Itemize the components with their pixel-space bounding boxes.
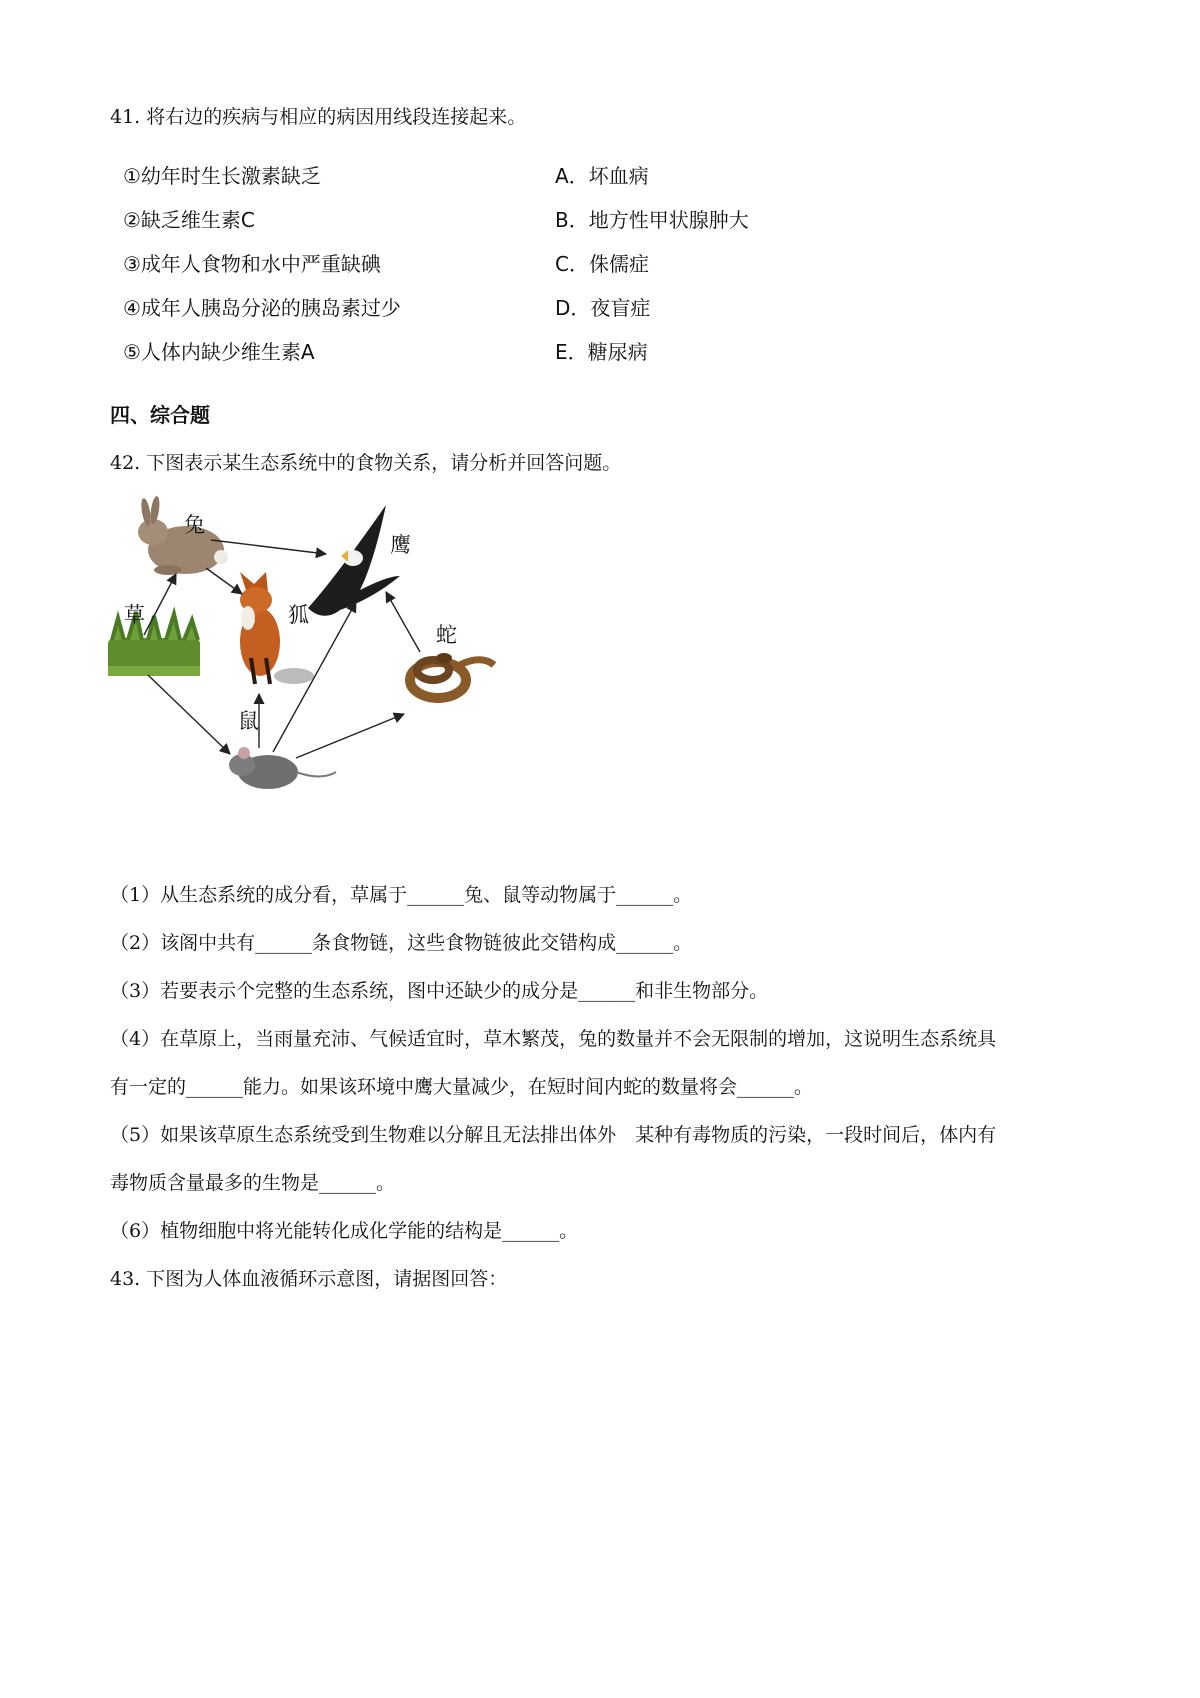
q41-left-4: ④成年人胰岛分泌的胰岛素过少 [123, 296, 401, 320]
q41-stem: 41. 将右边的疾病与相应的病因用线段连接起来。 [110, 106, 527, 128]
food-web-diagram [108, 490, 548, 835]
q42-sub-1: （1）从生态系统的成分看，草属于______兔、鼠等动物属于______。 [110, 884, 693, 906]
q42-sub-2: （2）该阁中共有______条食物链，这些食物链彼此交错构成______。 [110, 932, 693, 954]
q41-right-a: A．坏血病 [555, 164, 649, 188]
fox-picture [240, 572, 314, 684]
q42-sub-5-line-2: 毒物质含量最多的生物是______。 [110, 1172, 396, 1194]
section-heading: 四、综合题 [110, 403, 210, 427]
q41-right-b: B．地方性甲状腺肿大 [555, 208, 749, 232]
mouse-label: 鼠 [238, 709, 259, 733]
eagle-picture [308, 505, 400, 616]
q41-left-2: ②缺乏维生素C [123, 208, 255, 232]
q41-right-d: D．夜盲症 [555, 296, 651, 320]
q42-sub-5-line-1: （5）如果该草原生态系统受到生物难以分解且无法排出体外 某种有毒物质的污染，一段时间后，体内有 [110, 1124, 997, 1146]
rabbit-picture [138, 496, 228, 575]
q42-sub-4-line-2: 有一定的______能力。如果该环境中鹰大量减少，在短时间内蛇的数量将会______。 [110, 1076, 814, 1098]
q41-left-3: ③成年人食物和水中严重缺碘 [123, 252, 381, 276]
grass-picture [108, 612, 200, 676]
eagle-label: 鹰 [390, 533, 411, 557]
mouse-picture [229, 747, 336, 789]
q41-left-1: ①幼年时生长激素缺乏 [123, 164, 321, 188]
q43-stem: 43. 下图为人体血液循环示意图，请据图回答： [110, 1268, 508, 1290]
snake-picture [410, 653, 494, 698]
q42-sub-3: （3）若要表示个完整的生态系统，图中还缺少的成分是______和非生物部分。 [110, 980, 769, 1002]
snake-label: 蛇 [436, 623, 457, 647]
q41-right-e: E．糖尿病 [555, 340, 648, 364]
q41-right-c: C．侏儒症 [555, 252, 649, 276]
fox-label: 狐 [288, 603, 309, 627]
rabbit-label: 兔 [184, 513, 205, 537]
grass-label: 草 [124, 603, 145, 627]
q42-sub-4-line-1: （4）在草原上，当雨量充沛、气候适宜时，草木繁茂，兔的数量并不会无限制的增加，这说明生态系统具 [110, 1028, 997, 1050]
q41-left-5: ⑤人体内缺少维生素A [123, 340, 315, 364]
q42-stem: 42. 下图表示某生态系统中的食物关系，请分析并回答问题。 [110, 452, 622, 474]
q42-sub-6: （6）植物细胞中将光能转化成化学能的结构是______。 [110, 1220, 579, 1242]
